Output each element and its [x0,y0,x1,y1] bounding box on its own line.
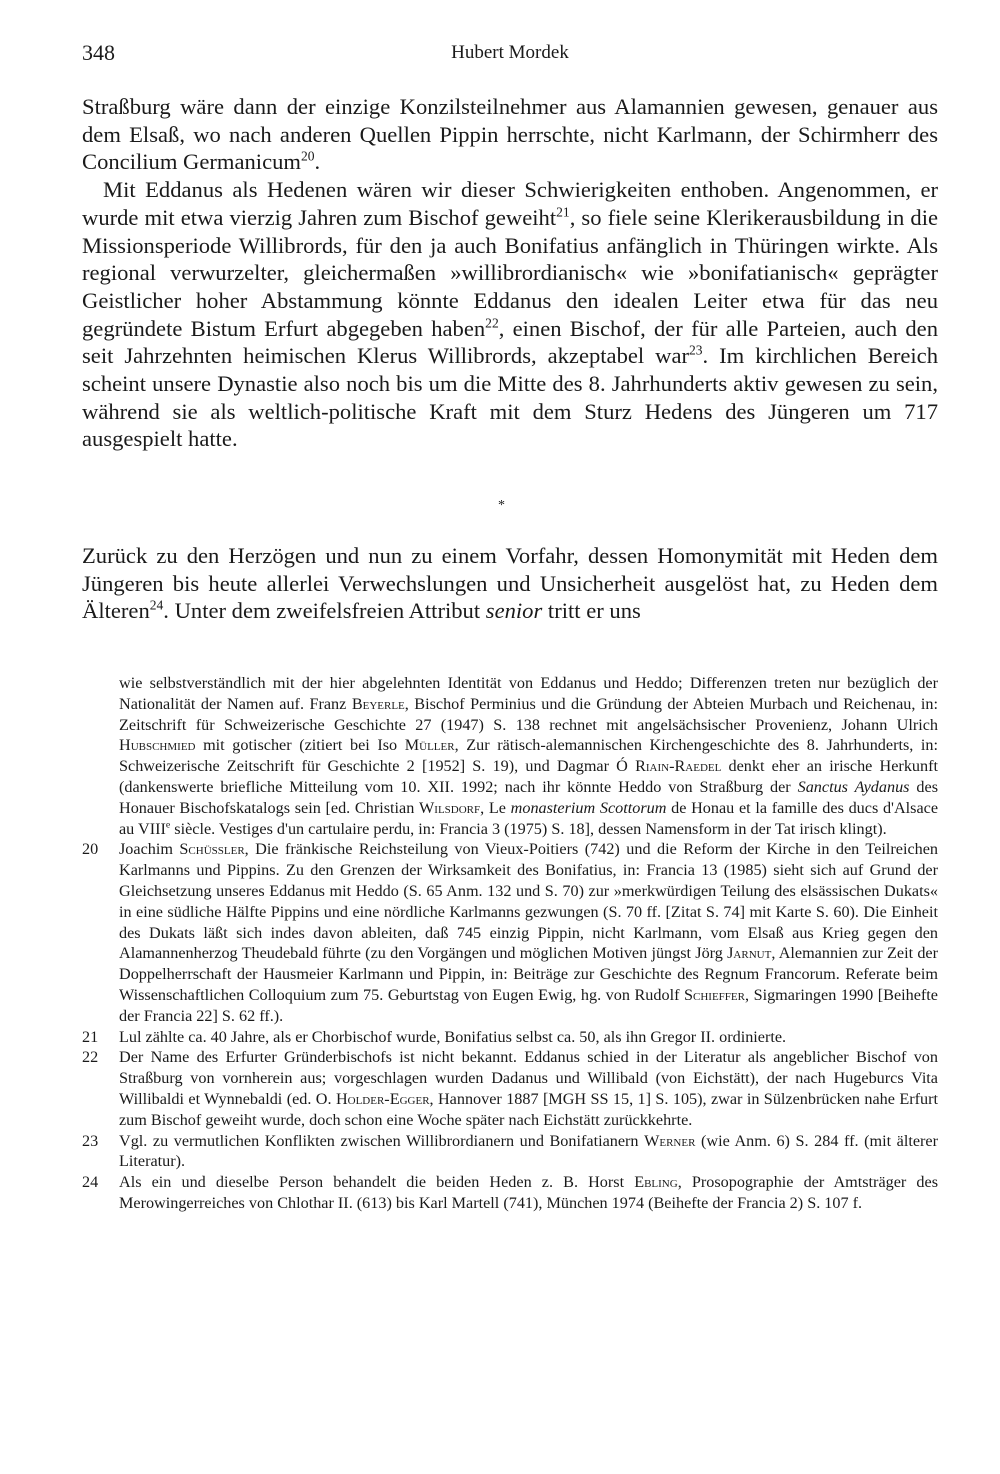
text-run: Der Name des Erfurter Gründerbischofs ist nicht bekannt. Eddanus schied in der Literatur als angeblicher Bischof von Straßburg von vornherein aus; vorgeschlagen wurden Dadanus und Willibald (von Eichstätt), der nach Hugeburcs Vita Willibaldi et Wynnebaldi (ed. O. [119,1048,938,1108]
section-separator: * [498,498,505,513]
text-run: . Im kirchlichen Bereich scheint unsere Dynastie also noch bis um die Mitte des 8. Jahrhunderts aktiv gewesen zu sein, während sie als weltlich-politische Kraft mit dem Sturz Hedens des Jüngeren um 717 ausgespielt hatte. [82,343,938,452]
text-run: des Honauer Bischofskatalogs sein [ed. Christian [119,777,939,817]
text-run: de Honau et la famille des ducs d'Alsace au VIII [119,798,938,838]
text-run: denkt eher an irische Herkunft (dankenswerte briefliche Mitteilung vom 10. XII. 1992; nach ihr könnte Heddo von Straßburg der [119,757,938,796]
text-run: , so fiele seine Klerikerausbildung in die Missionsperiode Willibrords, für den ja auch Bonifatius anfänglich in Thüringen wirkte. Als regional verwurzelter, gleichermaßen »willibrordianisch« wie »bonifatianisch« geprägter Geistlicher hoher Abstammung könnte Eddanus den idealen Leiter etwa für das neu gegründete Bistum Erfurt abgegeben haben [82,204,939,341]
text-run: . [314,149,321,175]
text-run: Straßburg wäre dann der einzige Konzilsteilnehmer aus Alamannien gewesen, genauer aus dem Elsaß, wo nach anderen Quellen Pippin herrschte, nicht Karlmann, der Schirmherr des Concilium Germanicum [82,94,938,175]
text-run: Mit Eddanus als Hedenen wären wir dieser Schwierigkeiten enthoben. Angenommen, er wurde mit etwa vierzig Jahren zum Bischof geweiht [82,177,938,230]
text-run: , Alemannien zur Zeit der Doppelherrschaft der Hausmeier Karlmann und Pippin, in: Beiträge zur Geschichte des Regnum Francorum. Referate beim Wissenschaftlichen Colloquium zum 75. Geburtstag von Eugen Ewig, hg. von Rudolf [119,944,938,1004]
running-head: Hubert Mordek [451,42,569,63]
footnote-number: 24 [82,1173,99,1192]
text-run: Beyerle [351,694,405,713]
footnote-ref-24: 24 [149,597,164,613]
footnote-22 [82,1047,938,1130]
text-run: Vgl. zu vermutlichen Konflikten zwischen Willibrordianern und Bonifatianern [119,1131,645,1150]
text-run: Riain-Raedel [635,757,722,776]
text-run: Schüssler [179,840,245,859]
footnote-24 [82,1172,938,1214]
text-run: siècle. Vestiges d'un cartulaire perdu, in: Francia 3 (1975) S. 18], dessen Namensform in der Tat irisch klingt). [170,819,887,838]
text-run: Als ein und dieselbe Person behandelt die beiden Heden z. B. Horst [119,1173,635,1192]
text-run: e [165,819,171,831]
paragraph-1 [82,93,938,176]
paragraph-2 [82,176,938,453]
text-run: Lul zählte ca. 40 Jahre, als er Chorbischof wurde, Bonifatius selbst ca. 50, als ihn Gregor II. ordinierte. [119,1027,787,1046]
text-run: Müller [404,736,455,755]
text-run: wie selbstverständlich mit der hier abgelehnten Identität von Eddanus und Heddo; Differenzen treten nur bezüglich der Nationalität der Namen auf. Franz [119,674,938,713]
body-text-upper [82,93,938,453]
text-run: tritt er uns [542,598,641,624]
text-run: , einen Bischof, der für alle Parteien, auch den seit Jahrzehnten heimischen Klerus Willibrords, akzeptabel war [82,315,938,369]
text-run: Sanctus Aydanus [797,777,910,796]
footnote-ref-22: 22 [485,315,499,331]
text-run: Wilsdorf [419,798,481,817]
footnote-number: 23 [82,1131,99,1150]
text-run: Jarnut [727,944,772,963]
text-run: mit gotischer (zitiert bei Iso [195,736,405,755]
text-run: , Die fränkische Reichsteilung von Vieux-Poitiers (742) und die Reform der Kirche in den Teilreichen Karlmanns und Pippins. Zu den Grenzen der Wirksamkeit des Bonifatius, in: Francia 13 (1985) sieht sich auf Grund der Gleichsetzung unseres Eddanus mit Heddo (S. 65 Anm. 132 und S. 70) zur »merkwürdigen Teilung des elsässischen Dukats« in eine südliche Hälfte Pippins und eine nördliche Karlmanns gezwungen (S. 70 ff. [Zitat S. 74] mit Karte S. 60). Die Einheit des Dukats läßt sich indes davon ableiten, daß 745 einzig Pippin, nicht Karlmann, vom Elsaß aus Krieg gegen den Alamannenherzog Theudebald führte (zu den Vorgängen und möglichen Motiven jüngst Jörg [119,840,938,963]
footnote-20 [82,839,938,1026]
footnote-ref-20: 20 [301,148,315,164]
text-run: Ebling [634,1173,678,1192]
text-run: . Unter dem zweifelsfreien Attribut [163,598,486,624]
footnote-number: 22 [82,1048,99,1067]
text-run: , Prosopographie der Amtsträger des Merowingerreiches von Chlothar II. (613) bis Karl Martell (741), München 1974 (Beihefte der Francia 2) S. 107 f. [119,1173,938,1212]
footnote-19-continued [82,673,938,839]
text-run: , Zur rätisch-alemannischen Kirchengeschichte des 8. Jahrhunderts, in: Schweizerische Zeitschrift für Geschichte 2 [1952] S. 19), und Dagmar Ó [119,736,938,776]
footnote-23 [82,1131,938,1173]
text-run: , Le [480,798,511,817]
footnote-ref-21: 21 [556,204,570,220]
text-run: , Sigmaringen 1990 [Beihefte der Francia 22] S. 62 ff.). [119,985,938,1025]
text-run: Holder-Egger [335,1089,430,1108]
text-run: Zurück zu den Herzögen und nun zu einem Vorfahr, dessen Homonymität mit Heden dem Jüngeren bis heute allerlei Verwechslungen und Unsicherheit ausgelöst hat, zu Heden dem Älteren [82,543,938,624]
text-run: Hubschmied [119,736,196,755]
text-run: , Bischof Perminius und die Gründung der Abteien Murbach und Reichenau, in: Zeitschrift für Schweizerische Geschichte 27 (1947) S. 138 rechnet mit angelsächsischer Provenienz, Johann Ulrich [119,694,938,734]
page-header [82,40,938,70]
footnote-number: 20 [82,840,99,859]
footnote-21 [82,1027,938,1048]
body-text-lower [82,542,938,625]
text-run: Werner [644,1131,696,1150]
paragraph-3 [82,542,938,625]
page-number: 348 [82,40,115,65]
text-run: , Hannover 1887 [MGH SS 15, 1] S. 105), zwar in Sülzenbrücken nahe Erfurt zum Bischof geweiht wurde, doch schon eine Woche später nach Eichstätt zurückkehrte. [119,1089,938,1129]
text-run: Joachim [119,840,180,859]
text-run: monasterium Scottorum [510,798,667,817]
text-run: senior [485,598,543,624]
text-run: (wie Anm. 6) S. 284 ff. (mit älterer Literatur). [119,1131,938,1171]
footnote-ref-23: 23 [689,342,703,358]
footnote-number: 21 [82,1027,99,1046]
footnotes [82,673,938,1214]
text-run: Schieffer [684,985,745,1004]
